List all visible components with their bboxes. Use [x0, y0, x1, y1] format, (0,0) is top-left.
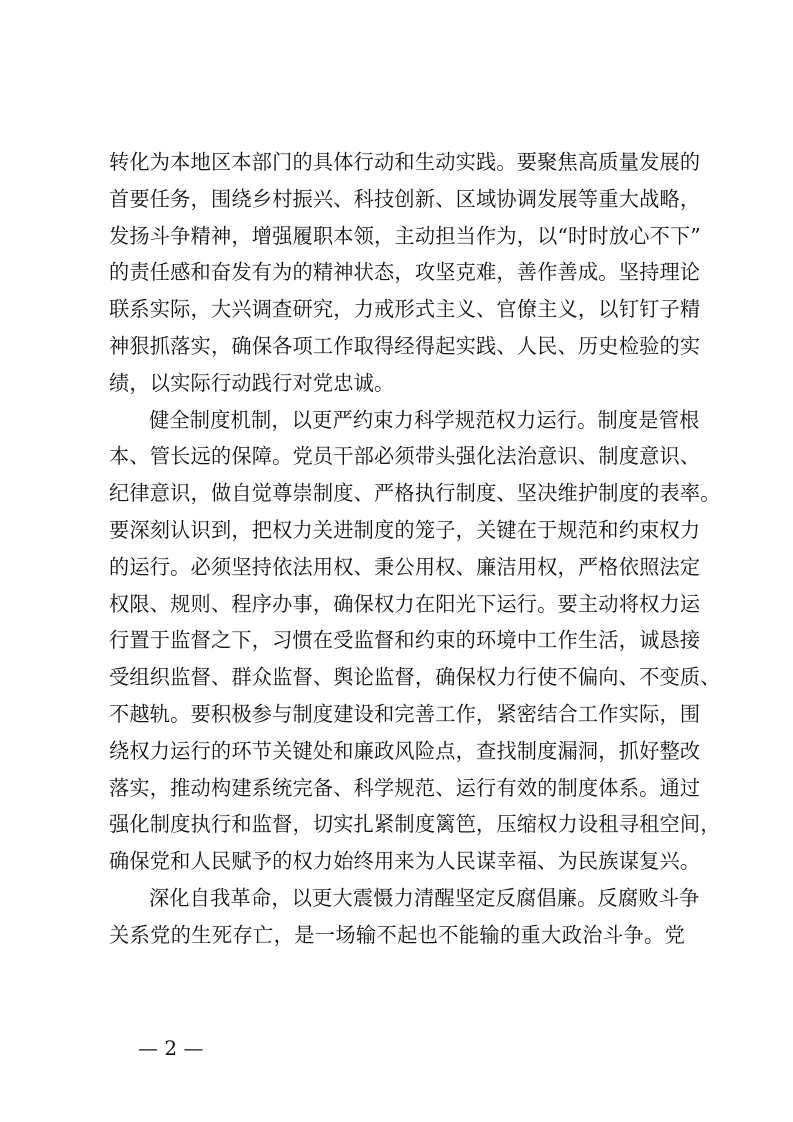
paragraph-first-line: 深化自我革命，以更大震慑力清醒坚定反腐倡廉。反腐败斗争: [149, 885, 700, 910]
text-line: 强化制度执行和监督，切实扎紧制度篱笆，压缩权力设租寻租空间，: [109, 812, 721, 837]
text-line: 的责任感和奋发有为的精神状态，攻坚克难，善作善成。坚持理论: [109, 260, 701, 285]
text-line: 转化为本地区本部门的具体行动和生动实践。要聚焦高质量发展的: [109, 150, 701, 174]
text-line: 神狠抓落实，确保各项工作取得经得起实践、人民、历史检验的实: [109, 333, 701, 358]
text-line: 落实，推动构建系统完备、科学规范、运行有效的制度体系。通过: [109, 775, 701, 800]
text-line: 权限、规则、程序办事，确保权力在阳光下运行。要主动将权力运: [109, 591, 701, 616]
text-line: 关系党的生死存亡，是一场输不起也不能输的重大政治斗争。党: [109, 922, 685, 947]
text-line: 不越轨。要积极参与制度建设和完善工作，紧密结合工作实际，围: [109, 701, 701, 726]
text-line: 纪律意识，做自觉尊崇制度、严格执行制度、坚决维护制度的表率。: [109, 481, 721, 506]
text-line: 要深刻认识到，把权力关进制度的笼子，关键在于规范和约束权力: [109, 517, 701, 542]
text-line: 首要任务，围绕乡村振兴、科技创新、区域协调发展等重大战略，: [109, 186, 701, 211]
text-line: 受组织监督、群众监督、舆论监督，确保权力行使不偏向、不变质、: [109, 665, 721, 690]
text-line: 发扬斗争精神，增强履职本领，主动担当作为，以“时时放心不下”: [109, 223, 701, 248]
text-line: 绕权力运行的环节关键处和廉政风险点，查找制度漏洞，抓好整改: [109, 738, 701, 763]
text-line: 绩，以实际行动践行对党忠诚。: [109, 370, 395, 395]
text-line: 行置于监督之下，习惯在受监督和约束的环境中工作生活，诚恳接: [109, 628, 701, 653]
text-line: 联系实际，大兴调查研究，力戒形式主义、官僚主义，以钉钉子精: [109, 297, 701, 322]
document-body: [109, 144, 721, 954]
text-line: 的运行。必须坚持依法用权、秉公用权、廉洁用权，严格依照法定: [109, 554, 701, 579]
text-line: 本、管长远的保障。党员干部必须带头强化法治意识、制度意识、: [109, 444, 701, 469]
page-number: — 2 —: [138, 1036, 204, 1060]
paragraph-first-line: 健全制度机制，以更严约束力科学规范权力运行。制度是管根: [149, 407, 700, 432]
text-line: 确保党和人民赋予的权力始终用来为人民谋幸福、为民族谋复兴。: [109, 849, 701, 874]
